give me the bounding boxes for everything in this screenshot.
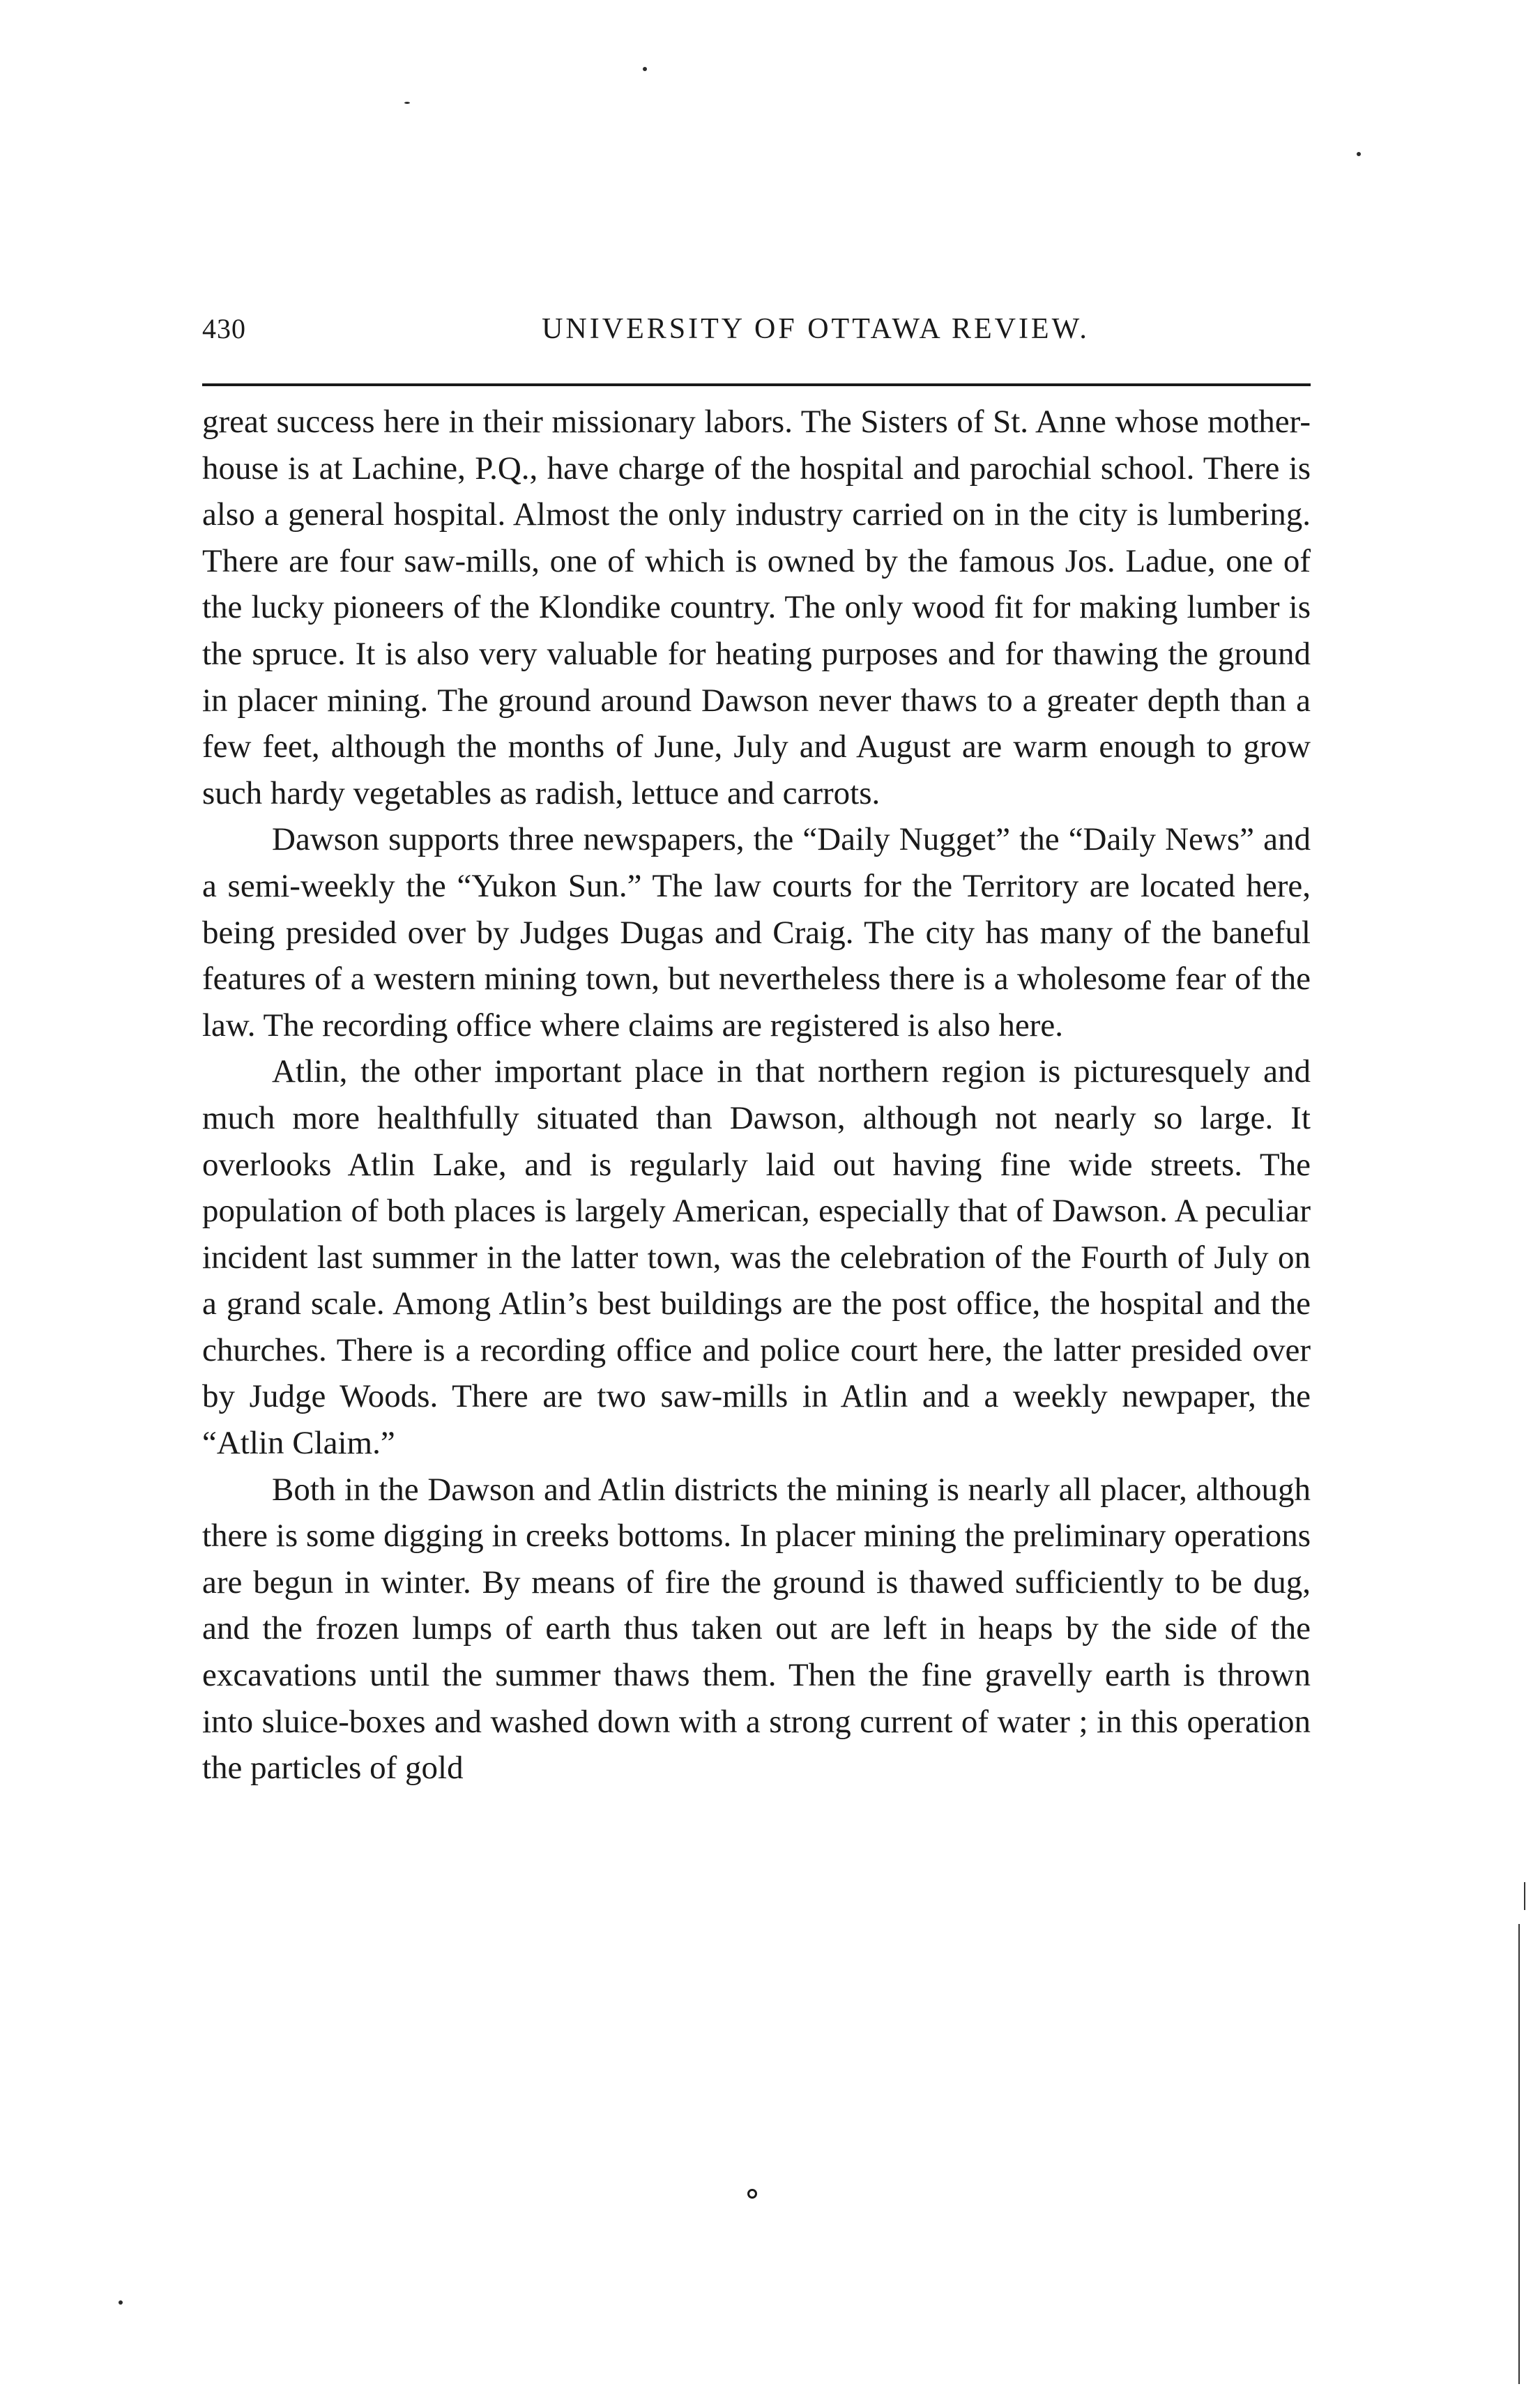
scan-speck — [1357, 152, 1361, 156]
printer-mark — [747, 2189, 757, 2199]
scan-speck — [404, 102, 410, 104]
header-rule — [202, 383, 1311, 386]
journal-title: UNIVERSITY OF OTTAWA REVIEW. — [542, 313, 1090, 345]
paragraph-1: great success here in their missionary labors. The Sisters of St. Anne whose mother-house is at Lachine, P.Q., have charge of the hospital and parochial school. There is also a general hospital. Almost the only industry carried on in the city is lumbering. There are four saw-mills, one of which is owned by the famous Jos. Ladue, one of the lucky pioneers of the Klondike country. The only wood fit for making lumber is the spruce. It is also very valuable for heating purposes and for thawing the ground in placer mining. The ground around Dawson never thaws to a greater depth than a few feet, although the months of June, July and August are warm enough to grow such hardy vegetables as radish, lettuce and carrots. — [202, 404, 1311, 811]
scan-edge-line — [1524, 1882, 1525, 1910]
body-text — [202, 399, 1311, 1792]
paragraph-3: Atlin, the other important place in that northern region is picturesquely and much more healthfully situated than Dawson, although not nearly so large. It overlooks Atlin Lake, and is regularly laid out having fine wide streets. The population of both places is largely American, especially that of Dawson. A peculiar incident last summer in the latter town, was the celebration of the Fourth of July on a grand scale. Among Atlin’s best buildings are the post office, the hospital and the churches. There is a recording office and police court here, the latter presided over by Judge Woods. There are two saw-mills in Atlin and a weekly newpaper, the “Atlin Claim.” — [202, 1053, 1311, 1462]
running-head — [202, 312, 1311, 361]
scan-speck — [643, 67, 647, 71]
page-number: 430 — [202, 313, 246, 344]
scan-edge-line — [1518, 1924, 1520, 2384]
scan-speck — [119, 2300, 123, 2305]
paragraph-2: Dawson supports three newspapers, the “Daily Nugget” the “Daily News” and a semi-weekly the “Yukon Sun.” The law courts for the Territory are located here, being presided over by Judges Dugas and Craig. The city has many of the baneful features of a western mining town, but nevertheless there is a wholesome fear of the law. The recording office where claims are registered is also here. — [202, 821, 1311, 1044]
paragraph-4: Both in the Dawson and Atlin districts the mining is nearly all placer, although there is some digging in creeks bottoms. In placer mining the preliminary operations are begun in winter. By means of fire the ground is thawed sufficiently to be dug, and the frozen lumps of earth thus taken out are left in heaps by the side of the excavations until the summer thaws them. Then the fine gravelly earth is thrown into sluice-boxes and washed down with a strong current of water ; in this operation the particles of gold — [202, 1471, 1311, 1787]
